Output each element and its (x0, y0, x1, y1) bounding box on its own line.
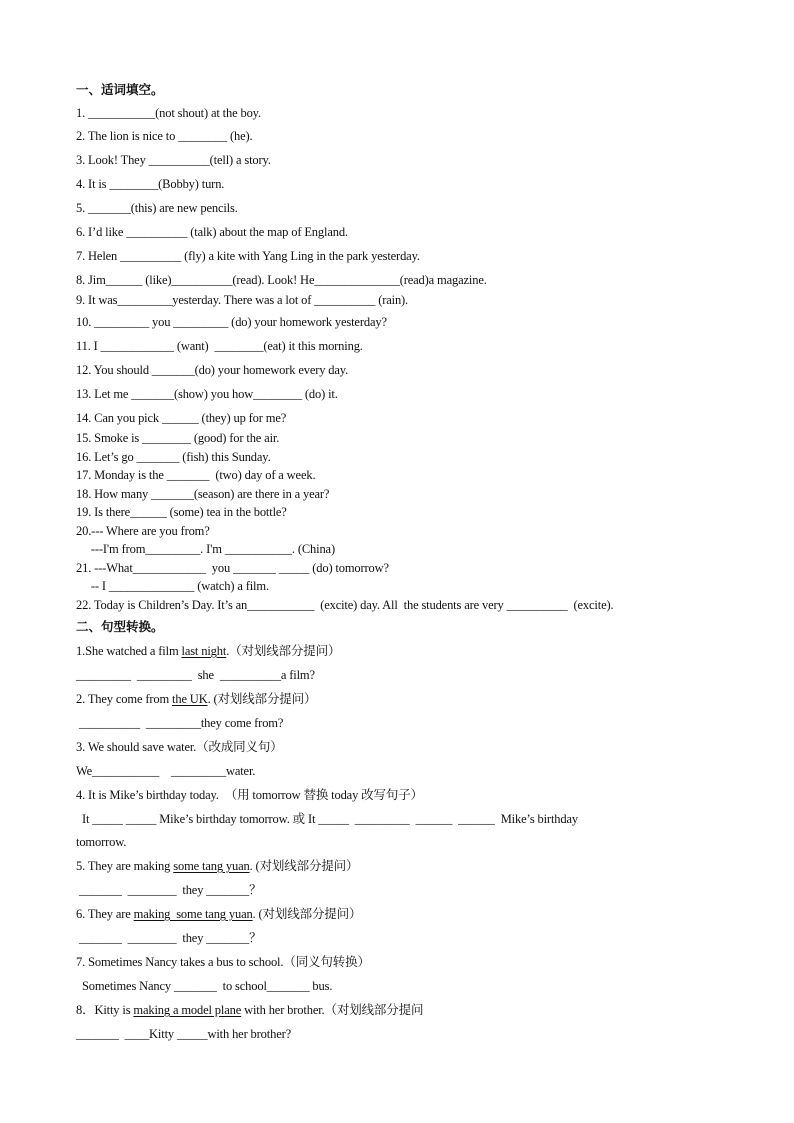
exercise-line: 6. I’d like __________ (talk) about the map of England. (76, 225, 348, 239)
exercise-line: 3. Look! They __________(tell) a story. (76, 153, 271, 167)
answer-line: It _____ _____ Mike’s birthday tomorrow. 或 It _____ _________ ______ ______ Mike’s birthday (76, 812, 578, 826)
question-1: 1.She watched a film last night.（对划线部分提问） (76, 644, 341, 658)
question-2: 2. They come from the UK. (对划线部分提问） (76, 692, 317, 706)
exercise-line: 21. ---What____________ you _______ _____ (do) tomorrow? (76, 561, 389, 575)
question-3: 3. We should save water.（改成同义句） (76, 740, 283, 754)
section-1-heading: 一、适词填空。 (76, 82, 164, 97)
exercise-line: 10. _________ you _________ (do) your homework yesterday? (76, 315, 387, 329)
underlined-phrase: making a model plane (133, 1003, 242, 1017)
exercise-line: 15. Smoke is ________ (good) for the air. (76, 431, 280, 445)
exercise-line: 2. The lion is nice to ________ (he). (76, 129, 253, 143)
answer-line: We___________ _________water. (76, 764, 256, 778)
answer-line: _________ _________ she __________a film? (76, 668, 315, 682)
underlined-phrase: last night (181, 644, 227, 658)
exercise-line: 12. You should _______(do) your homework every day. (76, 363, 349, 377)
question-4: 4. It is Mike’s birthday today. （用 tomorrow 替换 today 改写句子） (76, 788, 423, 802)
answer-line: _______ ________ they _______？ (76, 931, 262, 945)
exercise-line: 8. Jim______ (like)__________(read). Look! He______________(read)a magazine. (76, 273, 487, 287)
exercise-line: 1. ___________(not shout) at the boy. (76, 106, 261, 120)
exercise-line: -- I ______________ (watch) a film. (76, 579, 269, 593)
exercise-line: 20.--- Where are you from? (76, 524, 210, 538)
exercise-line: ---I'm from_________. I'm ___________. (China) (76, 542, 335, 556)
answer-line-continued: tomorrow. (76, 835, 127, 849)
exercise-line: 22. Today is Children’s Day. It’s an___________ (excite) day. All the students are very __________ (excite). (76, 598, 614, 612)
exercise-line: 18. How many _______(season) are there in a year? (76, 487, 330, 501)
exercise-line: 16. Let’s go _______ (fish) this Sunday. (76, 450, 271, 464)
exercise-line: 4. It is ________(Bobby) turn. (76, 177, 225, 191)
exercise-line: 5. _______(this) are new pencils. (76, 201, 238, 215)
question-5: 5. They are making some tang yuan. (对划线部分提问） (76, 859, 359, 873)
exercise-line: 9. It was_________yesterday. There was a lot of __________ (rain). (76, 293, 409, 307)
exercise-line: 11. I ____________ (want) ________(eat) it this morning. (76, 339, 363, 353)
question-6: 6. They are making some tang yuan. (对划线部分提问） (76, 907, 362, 921)
exercise-line: 14. Can you pick ______ (they) up for me? (76, 411, 287, 425)
answer-line: _______ ____Kitty _____with her brother? (76, 1027, 291, 1041)
underlined-phrase: making some tang yuan (133, 907, 253, 921)
question-8: 8．Kitty is making a model plane with her brother.（对划线部分提问 (76, 1003, 424, 1017)
exercise-line: 13. Let me _______(show) you how________ (do) it. (76, 387, 338, 401)
answer-line: Sometimes Nancy _______ to school_______ bus. (76, 979, 333, 993)
exercise-line: 7. Helen __________ (fly) a kite with Yang Ling in the park yesterday. (76, 249, 420, 263)
underlined-phrase: the UK (172, 692, 208, 706)
underlined-phrase: some tang yuan (173, 859, 250, 873)
answer-line: __________ _________they come from? (76, 716, 284, 730)
answer-line: _______ ________ they _______？ (76, 883, 262, 897)
question-7: 7. Sometimes Nancy takes a bus to school.（同义句转换） (76, 955, 370, 969)
exercise-line: 17. Monday is the _______ (two) day of a week. (76, 468, 316, 482)
section-2-heading: 二、句型转换。 (76, 619, 164, 634)
exercise-line: 19. Is there______ (some) tea in the bottle? (76, 505, 287, 519)
